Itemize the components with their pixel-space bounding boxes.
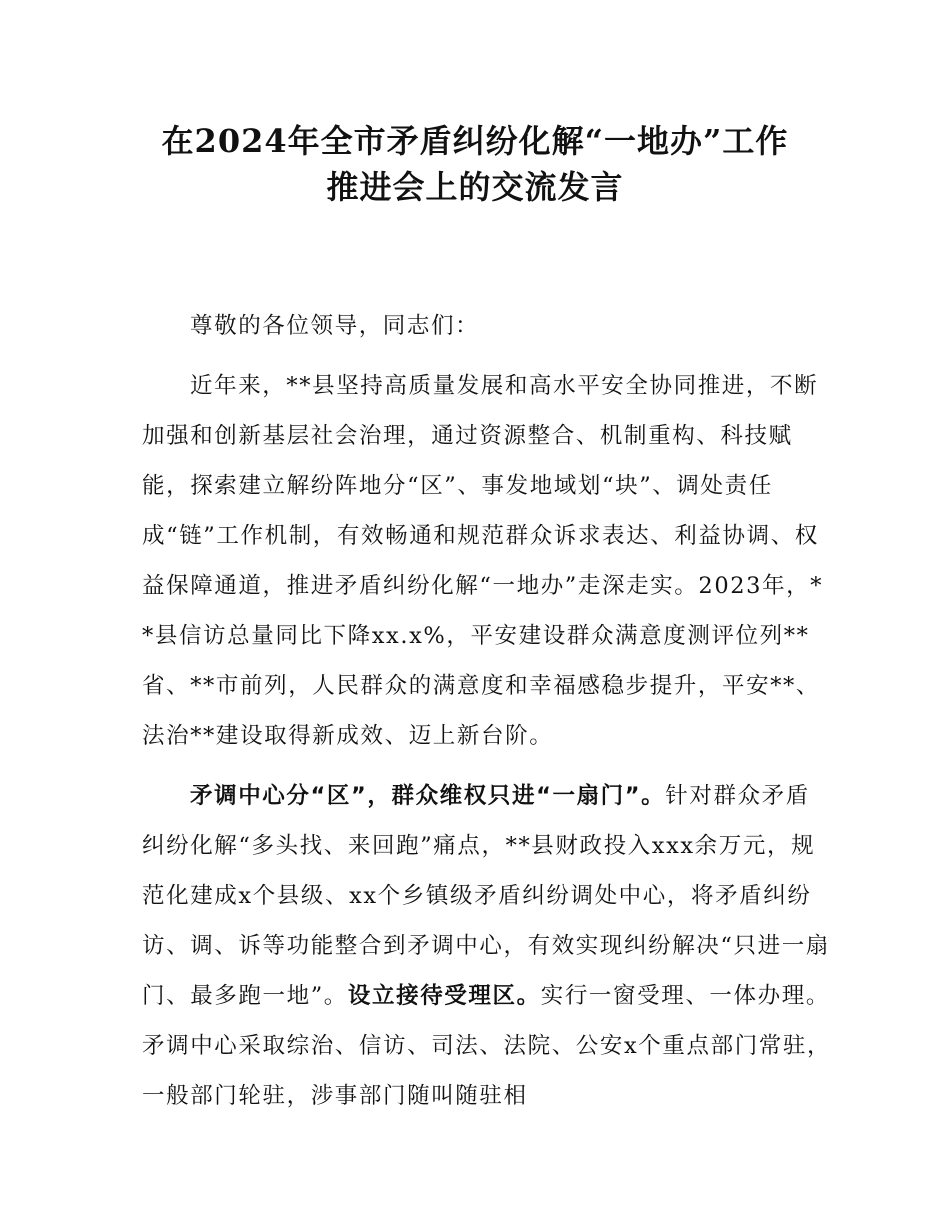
document-title-line-1: 在2024年全市矛盾纠纷化解“一地办”工作 <box>161 122 789 160</box>
paragraph-2-text-2: 实行一窗受理、一体办理。矛调中心采取综治、信访、司法、法院、公安x个重点部门常驻，一般部门轮驻，涉事部门随叫随驻相 <box>142 983 832 1109</box>
paragraph-2-subheading: 设立接待受理区。 <box>347 983 541 1009</box>
paragraph-2-heading: 矛调中心分“区”，群众维权只进“一扇门”。 <box>190 783 666 809</box>
paragraph-2 <box>142 771 832 1121</box>
paragraph-2-text-1: 针对群众矛盾纠纷化解“多头找、来回跑”痛点，**县财政投入xxx余万元，规范化建成x个县级、xx个乡镇级矛盾纠纷调处中心，将矛盾纠纷访、调、诉等功能整合到矛调中心，有效实现纠纷解决“只进一扇门、最多跑一地”。 <box>142 783 830 1009</box>
salutation: 尊敬的各位领导，同志们： <box>190 313 480 339</box>
document-title-line-2: 推进会上的交流发言 <box>326 168 624 206</box>
paragraph-1: 近年来，**县坚持高质量发展和高水平安全协同推进，不断加强和创新基层社会治理，通过资源整合、机制重构、科技赋能，探索建立解纷阵地分“区”、事发地域划“块”、调处责任成“链”工作机制，有效畅通和规范群众诉求表达、利益协调、权益保障通道，推进矛盾纠纷化解“一地办”走深走实。2023年，**县信访总量同比下降xx.x%，平安建设群众满意度测评位列**省、**市前列，人民群众的满意度和幸福感稳步提升，平安**、法治**建设取得新成效、迈上新台阶。 <box>142 373 824 749</box>
